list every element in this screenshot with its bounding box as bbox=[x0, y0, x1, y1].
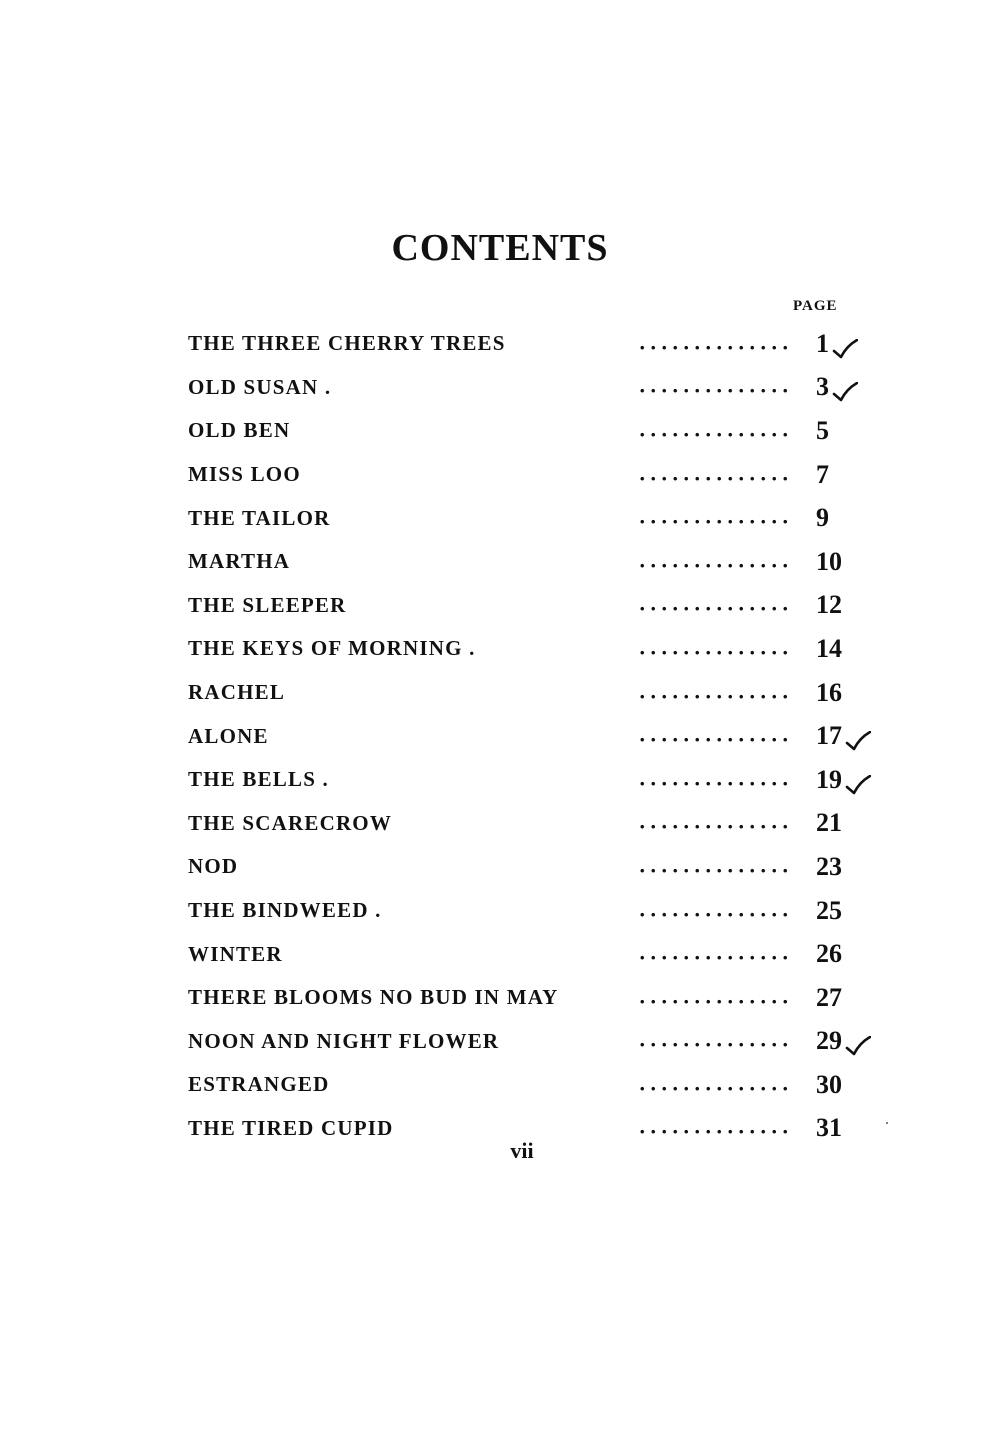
checkmark-icon bbox=[845, 728, 871, 748]
toc-entry-title: THE KEYS OF MORNING . bbox=[188, 636, 484, 661]
leader-dots: . . . . . . . . . . . . . . bbox=[639, 896, 788, 922]
leader-dots: . . . . . . . . . . . . . . bbox=[639, 634, 788, 660]
toc-entry-title: THE BELLS . bbox=[188, 767, 337, 792]
toc-entry bbox=[188, 802, 888, 846]
page-number: 7 bbox=[816, 459, 829, 489]
leader-dots: . . . . . . . . . . . . . . bbox=[639, 460, 788, 486]
toc-entry bbox=[188, 758, 888, 802]
leader-dots: . . . . . . . . . . . . . . bbox=[639, 765, 788, 791]
toc-entry-page bbox=[816, 1070, 842, 1100]
table-of-contents bbox=[188, 322, 888, 1150]
page-number: 16 bbox=[816, 677, 842, 707]
toc-entry-title: OLD BEN bbox=[188, 418, 298, 443]
checkmark-icon bbox=[832, 336, 858, 356]
page-number: 27 bbox=[816, 982, 842, 1012]
toc-entry-page bbox=[816, 852, 842, 882]
toc-entry-page bbox=[816, 1113, 842, 1143]
toc-entry-title: THE TAILOR bbox=[188, 506, 339, 531]
page-number: 17 bbox=[816, 721, 842, 751]
checkmark-icon bbox=[832, 379, 858, 399]
toc-entry bbox=[188, 496, 888, 540]
toc-entry-page bbox=[816, 590, 842, 620]
leader-dots: . . . . . . . . . . . . . . bbox=[639, 809, 788, 835]
page-number: 1 bbox=[816, 328, 829, 358]
toc-entry-page bbox=[816, 808, 842, 838]
page-number: 31 bbox=[816, 1113, 842, 1143]
page-number: 21 bbox=[816, 808, 842, 838]
page-column-label: PAGE bbox=[793, 298, 838, 314]
leader-dots: . . . . . . . . . . . . . . bbox=[639, 1070, 788, 1096]
page-number: 10 bbox=[816, 546, 842, 576]
toc-entry-title: THE SCARECROW bbox=[188, 811, 400, 836]
toc-entry-page bbox=[816, 634, 842, 664]
toc-entry bbox=[188, 409, 888, 453]
toc-entry-title: THE SLEEPER bbox=[188, 593, 355, 618]
toc-entry-page bbox=[816, 372, 858, 402]
toc-entry-title: ESTRANGED bbox=[188, 1072, 338, 1097]
toc-entry-title: THE TIRED CUPID bbox=[188, 1116, 401, 1141]
page-number: 30 bbox=[816, 1069, 842, 1099]
leader-dots: . . . . . . . . . . . . . . bbox=[639, 1026, 788, 1052]
toc-entry-title: NOON AND NIGHT FLOWER bbox=[188, 1029, 507, 1054]
page-number: 29 bbox=[816, 1026, 842, 1056]
checkmark-icon bbox=[845, 772, 871, 792]
leader-dots: . . . . . . . . . . . . . . bbox=[639, 721, 788, 747]
toc-entry bbox=[188, 1063, 888, 1107]
page-number: 9 bbox=[816, 503, 829, 533]
toc-entry-page bbox=[816, 939, 842, 969]
toc-entry bbox=[188, 540, 888, 584]
toc-entry bbox=[188, 932, 888, 976]
toc-entry bbox=[188, 976, 888, 1020]
toc-entry-title: MARTHA bbox=[188, 549, 298, 574]
toc-entry bbox=[188, 584, 888, 628]
toc-entry bbox=[188, 671, 888, 715]
toc-entry bbox=[188, 366, 888, 410]
toc-entry-title: ALONE bbox=[188, 724, 277, 749]
page-number: 26 bbox=[816, 939, 842, 969]
toc-entry bbox=[188, 889, 888, 933]
toc-entry-page bbox=[816, 416, 829, 446]
page-title: CONTENTS bbox=[391, 227, 609, 269]
toc-entry bbox=[188, 453, 888, 497]
page-number: 23 bbox=[816, 851, 842, 881]
leader-dots: . . . . . . . . . . . . . . bbox=[639, 416, 788, 442]
leader-dots: . . . . . . . . . . . . . . bbox=[639, 983, 788, 1009]
toc-entry bbox=[188, 714, 888, 758]
toc-entry-title: NOD bbox=[188, 854, 246, 879]
toc-entry-title: RACHEL bbox=[188, 680, 293, 705]
page-number: 5 bbox=[816, 415, 829, 445]
leader-dots: . . . . . . . . . . . . . . bbox=[639, 939, 788, 965]
leader-dots: . . . . . . . . . . . . . . bbox=[639, 852, 788, 878]
page-number: 25 bbox=[816, 895, 842, 925]
toc-entry-page bbox=[816, 460, 829, 490]
page-number: 3 bbox=[816, 372, 829, 402]
leader-dots: . . . . . . . . . . . . . . bbox=[639, 1114, 788, 1140]
toc-entry-page bbox=[816, 896, 842, 926]
ink-speck bbox=[886, 1122, 888, 1124]
page-number: 14 bbox=[816, 633, 842, 663]
toc-entry-page bbox=[816, 721, 871, 751]
toc-entry-title: OLD SUSAN . bbox=[188, 375, 339, 400]
toc-entry-page bbox=[816, 983, 842, 1013]
toc-entry bbox=[188, 627, 888, 671]
leader-dots: . . . . . . . . . . . . . . bbox=[639, 678, 788, 704]
toc-entry-title: MISS LOO bbox=[188, 462, 309, 487]
leader-dots: . . . . . . . . . . . . . . bbox=[639, 329, 788, 355]
toc-entry-title: THE BINDWEED . bbox=[188, 898, 390, 923]
toc-entry-title: THERE BLOOMS NO BUD IN MAY bbox=[188, 985, 567, 1010]
page-folio: vii bbox=[510, 1138, 534, 1163]
toc-entry-page bbox=[816, 765, 871, 795]
toc-entry-title: WINTER bbox=[188, 942, 291, 967]
toc-entry bbox=[188, 322, 888, 366]
leader-dots: . . . . . . . . . . . . . . bbox=[639, 503, 788, 529]
leader-dots: . . . . . . . . . . . . . . bbox=[639, 547, 788, 573]
toc-entry-page bbox=[816, 329, 858, 359]
toc-entry-title: THE THREE CHERRY TREES bbox=[188, 331, 514, 356]
leader-dots: . . . . . . . . . . . . . . bbox=[639, 373, 788, 399]
checkmark-icon bbox=[845, 1033, 871, 1053]
toc-entry-page bbox=[816, 1026, 871, 1056]
toc-entry bbox=[188, 845, 888, 889]
leader-dots: . . . . . . . . . . . . . . bbox=[639, 591, 788, 617]
page-number: 19 bbox=[816, 764, 842, 794]
toc-entry-page bbox=[816, 503, 829, 533]
toc-entry-page bbox=[816, 678, 842, 708]
toc-entry bbox=[188, 1020, 888, 1064]
toc-entry-page bbox=[816, 547, 842, 577]
page-number: 12 bbox=[816, 590, 842, 620]
